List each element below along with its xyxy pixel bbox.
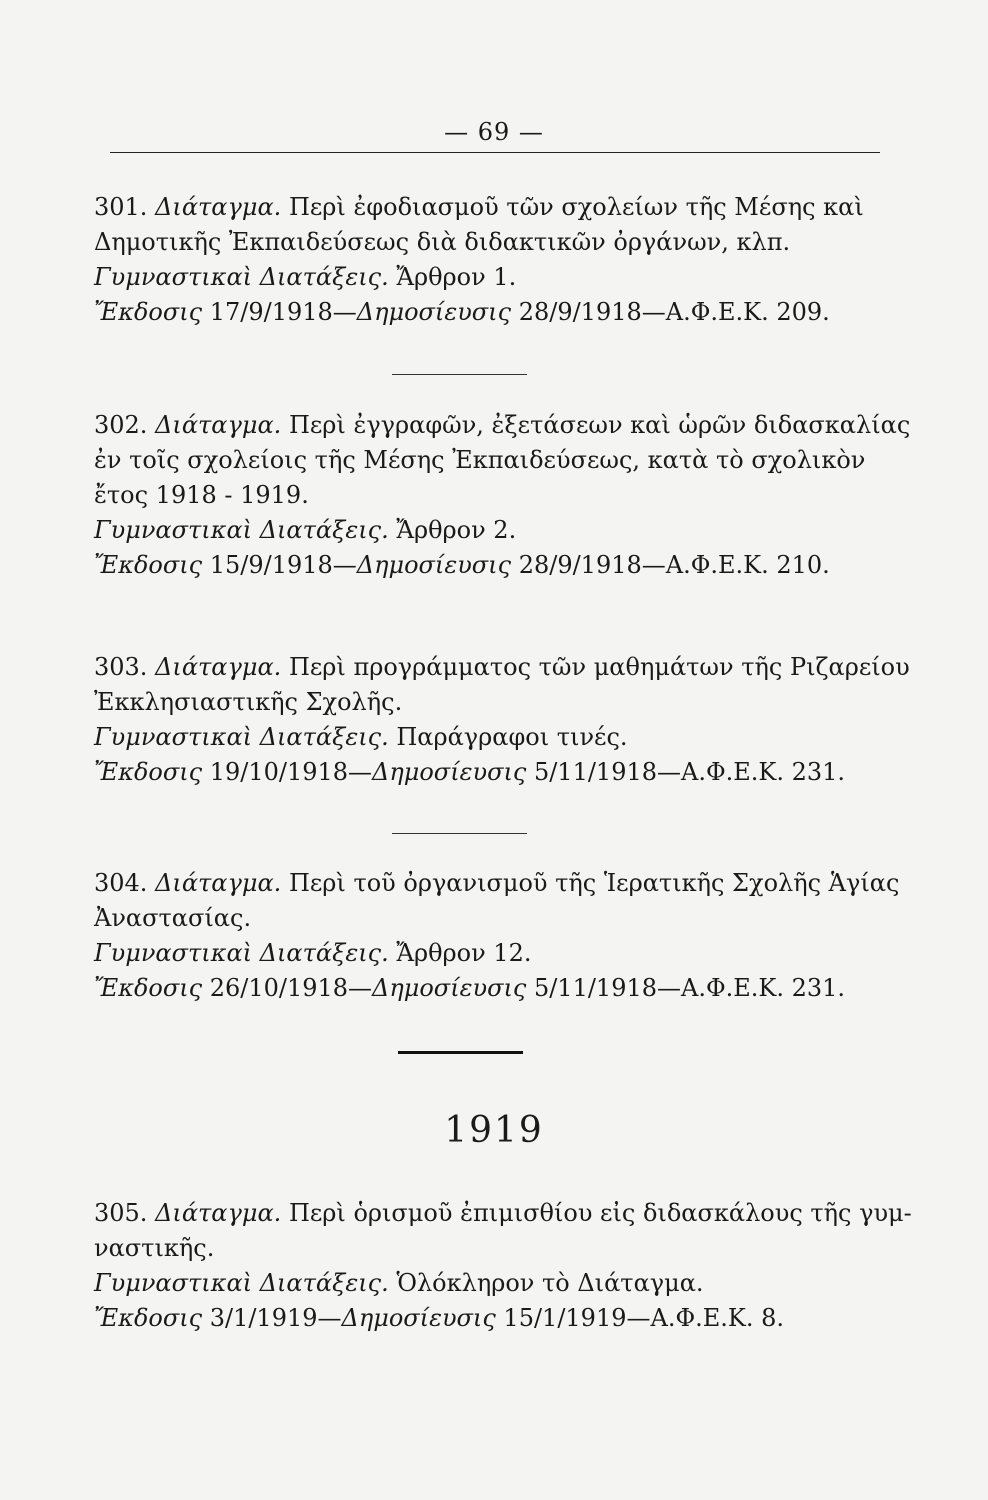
gym-provisions [94,1266,894,1301]
entry-number: 302. [94,411,148,439]
gym-value: Ἄρθρον 1. [396,263,517,291]
entry-title: Περὶ ὁρισμοῦ ἐπιμισθίου εἰς διδασκάλους τῆς γυμ- [288,1199,912,1227]
gym-label: Γυμναστικαὶ Διατάξεις. [94,1269,389,1297]
entry-title-line [94,650,910,685]
entry-title-line [94,408,911,443]
gym-provisions [94,936,894,971]
entry-title-continued: Ἀναστασίας. [94,904,252,932]
gym-value: Ἄρθρον 2. [396,516,517,544]
gym-label: Γυμναστικαὶ Διατάξεις. [94,263,389,291]
issue-label: Ἔκδοσις [94,974,203,1002]
year-heading: 1919 [444,1110,544,1151]
issue-date: 17/9/1918— [209,298,357,326]
issue-label: Ἔκδοσις [94,1304,203,1332]
entry-title: Περὶ προγράμματος τῶν μαθημάτων τῆς Ριζαρείου [288,653,910,681]
gym-value: Ὁλόκληρον τὸ Διάταγμα. [396,1269,704,1297]
issue-publication [94,971,894,1006]
entry-number: 304. [94,869,148,897]
entry-kind: Διάταγμα. [155,1199,282,1227]
entry-title-continued: ἐν τοῖς σχολείοις τῆς Μέσης Ἐκπαιδεύσεως, κατὰ τὸ σχολικὸν [94,446,866,474]
gym-value: Ἄρθρον 12. [396,939,532,967]
gym-label: Γυμναστικαὶ Διατάξεις. [94,516,389,544]
entry-separator [392,833,527,834]
entry-separator [392,374,527,375]
gym-value: Παράγραφοι τινές. [396,723,628,751]
publication-label: Δημοσίευσις [372,974,527,1002]
issue-label: Ἔκδοσις [94,298,203,326]
publication-value: 5/11/1918—Α.Φ.Ε.Κ. 231. [533,758,846,786]
gym-provisions [94,720,894,755]
entry-title: Περὶ τοῦ ὀργανισμοῦ τῆς Ἱερατικῆς Σχολῆς Ἁγίας [288,869,900,897]
entry-302 [94,408,911,583]
entry-kind: Διάταγμα. [155,193,282,221]
issue-date: 26/10/1918— [209,974,373,1002]
entry-title-line [94,866,900,901]
entry-305 [94,1196,912,1336]
entry-301 [94,190,894,330]
publication-value: 28/9/1918—Α.Φ.Ε.Κ. 209. [518,298,830,326]
issue-label: Ἔκδοσις [94,551,203,579]
publication-label: Δημοσίευσις [372,758,527,786]
page-number: — 69 — [444,118,544,146]
entry-number: 305. [94,1199,148,1227]
issue-date: 3/1/1919— [209,1304,342,1332]
publication-value: 28/9/1918—Α.Φ.Ε.Κ. 210. [518,551,830,579]
issue-publication [94,1301,894,1336]
entry-kind: Διάταγμα. [155,869,282,897]
entry-title-line [94,1196,912,1231]
issue-date: 15/9/1918— [209,551,357,579]
section-divider [398,1051,523,1054]
publication-value: 15/1/1919—Α.Φ.Ε.Κ. 8. [503,1304,784,1332]
entry-303 [94,650,910,790]
publication-label: Δημοσίευσις [341,1304,496,1332]
entry-title: Περὶ ἐφοδιασμοῦ τῶν σχολείων τῆς Μέσης καὶ [288,193,864,221]
gym-provisions [94,513,894,548]
entry-title-continued: Δημοτικῆς Ἐκπαιδεύσεως διὰ διδακτικῶν ὀργάνων, κλπ. [94,228,791,256]
gym-label: Γυμναστικαὶ Διατάξεις. [94,723,389,751]
gym-provisions [94,260,894,295]
entry-title-line [94,190,894,225]
header-rule [110,152,880,153]
issue-publication [94,295,894,330]
entry-title-continued: Ἐκκλησιαστικῆς Σχολῆς. [94,688,403,716]
issue-publication [94,548,894,583]
issue-label: Ἔκδοσις [94,758,203,786]
publication-label: Δημοσίευσις [356,551,512,579]
entry-title: Περὶ ἐγγραφῶν, ἐξετάσεων καὶ ὡρῶν διδασκαλίας [288,411,911,439]
gym-label: Γυμναστικαὶ Διατάξεις. [94,939,389,967]
entry-number: 301. [94,193,148,221]
entry-number: 303. [94,653,148,681]
entry-title-continued: ἔτος 1918 - 1919. [94,481,309,509]
publication-label: Δημοσίευσις [356,298,512,326]
publication-value: 5/11/1918—Α.Φ.Ε.Κ. 231. [533,974,846,1002]
entry-title-continued: ναστικῆς. [94,1234,215,1262]
issue-publication [94,755,894,790]
issue-date: 19/10/1918— [209,758,373,786]
entry-kind: Διάταγμα. [155,411,282,439]
entry-kind: Διάταγμα. [155,653,282,681]
entry-304 [94,866,900,1006]
